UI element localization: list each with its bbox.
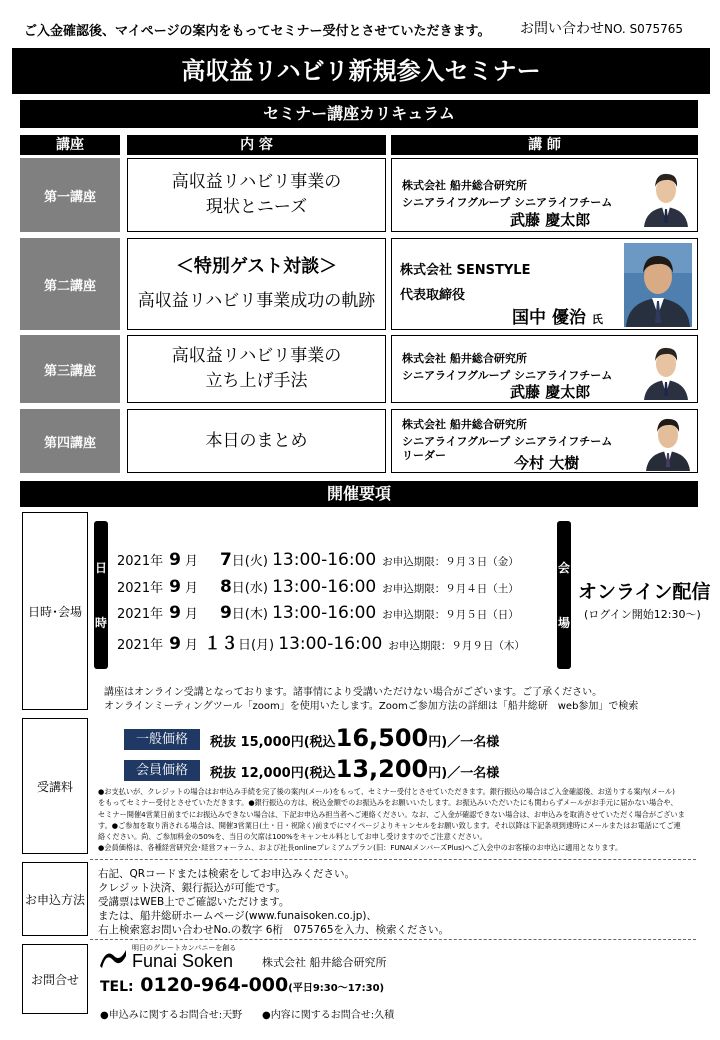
teacher-photo — [624, 243, 692, 327]
apply-line: 受講票はWEB上でご確認いただけます。 — [98, 896, 290, 908]
teacher-company: 株式会社 船井総合研究所 — [402, 352, 527, 365]
datetime-bar: 日 時 — [94, 521, 108, 669]
teacher-name: 今村 大樹 — [514, 454, 580, 472]
col-teacher-header: 講 師 — [391, 135, 698, 155]
outline-note-2: オンラインミーティングツール「zoom」を使用いたします。Zoomご参加方法の詳細は「船井総研 web参加」で検索 — [104, 701, 639, 712]
tel-number: TEL: 0120-964-000(平日9:30～17:30) — [100, 974, 385, 996]
lecture-1-teacher — [391, 158, 698, 232]
teacher-photo — [640, 340, 692, 400]
lecture-2-content: ＜特別ゲスト対談＞ 高収益リハビリ事業成功の軌跡 — [127, 238, 386, 330]
teacher-name: 国中 優治 氏 — [512, 308, 603, 328]
company-name: 株式会社 船井総合研究所 — [262, 956, 387, 969]
member-price-tag: 会員価格 — [124, 760, 200, 781]
date-row: 2021年 9 月 7日(火) 13:00-16:00 お申込期限：９月３日（金） — [117, 550, 519, 570]
teacher-company: 株式会社 SENSTYLE — [400, 263, 531, 278]
lecture-3-teacher — [391, 335, 698, 403]
outline-note-1: 講座はオンライン受講となっております。諸事情により受講いただけない場合がございます。ご了承ください。 — [104, 687, 603, 698]
logo-wave-icon — [98, 946, 128, 970]
date-row: 2021年 9 月 9日(木) 13:00-16:00 お申込期限：９月５日（日） — [117, 603, 519, 623]
apply-line: 右記、QRコードまたは検索をしてお申込みください。 — [98, 868, 356, 880]
datetime-label: 日時･会場 — [22, 512, 88, 710]
fee-fine-print: ●お支払いが、クレジットの場合はお申込み手続を完了後の案内(メール)をもって、セミナー受付とさせていただきます。銀行振込の場合はご入金確認後、お送りする案内(メール) をもってセミナー受付とさせていただきます。●銀行振込の方は、税込金額でのお振込みをお願いいたします。お振込みいただいたにも関わらずメールがお手元に届かない場合や、 セミナー開催4営業日前までにお振込みできない場合は、下記お申込み担当者へご連絡ください。なお、ご入金が確認できない場合は、お申込みを取消させていただく場合がございま す。●ご参加を取り消される場合は、開催3営業日(土・日・祝除く)前までにマイページよりキャンセルをお願い致します。それ以降は下記条项到達時にメールまたはお電話にてご連 絡ください。尚、ご参加料金の50%を、当日の欠席は100%をキャンセル料としてお申し受けますのでご注意ください。 ●会員価格は、各種経営研究会･経営フォーラム、および社長onlineプレミアムプラン(旧：FUNAIメンバーズPlus)へご入会中のお客様のお申込に適用となります。 — [98, 787, 685, 853]
inquiry-footnote-apply: ●申込みに関するお問合せ:天野 — [100, 1010, 243, 1021]
teacher-title: 代表取締役 — [400, 288, 466, 303]
apply-line: クレジット決済、銀行振込が可能です。 — [98, 882, 286, 894]
apply-label: お申込方法 — [22, 862, 88, 936]
lecture-3-content: 高収益リハビリ事業の 立ち上げ手法 — [127, 335, 386, 403]
venue-bar: 会 場 — [557, 521, 571, 669]
divider — [90, 939, 696, 940]
lecture-1-content: 高収益リハビリ事業の 現状とニーズ — [127, 158, 386, 232]
lecture-2-teacher — [391, 238, 698, 330]
col-lecture-header: 講座 — [20, 135, 120, 155]
divider — [90, 859, 696, 860]
date-row: 2021年 9 月 8日(水) 13:00-16:00 お申込期限：９月４日（土） — [117, 577, 519, 597]
lecture-4-content: 本日のまとめ — [127, 409, 386, 473]
inquiry-footnote-content: ●内容に関するお問合せ:久積 — [262, 1010, 395, 1021]
inquiry-label: お問合せ — [22, 944, 88, 1014]
general-price: 税抜 15,000円(税込16,500円)／一名様 — [210, 724, 500, 752]
fee-label: 受講料 — [22, 718, 88, 854]
teacher-photo — [640, 165, 692, 227]
contact-number: お問い合わせNO. S075765 — [520, 21, 683, 37]
col-content-header: 内 容 — [127, 135, 386, 155]
apply-line: または、船井総研ホームページ(www.funaisoken.co.jp)、 — [98, 910, 377, 922]
page-title: 高収益リハビリ新規参入セミナー — [12, 48, 710, 94]
lecture-2-name: 第二講座 — [20, 238, 120, 330]
curriculum-heading: セミナー講座カリキュラム — [20, 100, 698, 128]
general-price-tag: 一般価格 — [124, 729, 200, 750]
teacher-company: 株式会社 船井総合研究所 — [402, 418, 527, 431]
teacher-group: シニアライフグループ シニアライフチーム — [402, 435, 613, 448]
venue-online: オンライン配信 — [578, 581, 711, 603]
lecture-3-name: 第三講座 — [20, 335, 120, 403]
header-note: ご入金確認後、マイページの案内をもってセミナー受付とさせていただきます。 — [24, 24, 491, 39]
apply-line: 右上検索窓お問い合わせNo.の数字 6桁 075765を入力、検索ください。 — [98, 924, 450, 936]
lecture-4-teacher — [391, 409, 698, 473]
teacher-photo — [642, 413, 694, 471]
lecture-1-name: 第一講座 — [20, 158, 120, 232]
date-row: 2021年 9 月 １３日(月) 13:00-16:00 お申込期限：９月９日（木） — [117, 634, 525, 654]
teacher-name: 武藤 慶太郎 — [510, 383, 591, 401]
teacher-group: シニアライフグループ シニアライフチーム — [402, 369, 613, 382]
lecture-4-name: 第四講座 — [20, 409, 120, 473]
teacher-title: リーダー — [402, 449, 446, 462]
member-price: 税抜 12,000円(税込13,200円)／一名様 — [210, 755, 500, 783]
teacher-name: 武藤 慶太郎 — [510, 211, 591, 229]
outline-heading: 開催要項 — [20, 481, 698, 507]
login-start: (ログイン開始12:30～) — [584, 608, 701, 621]
teacher-group: シニアライフグループ シニアライフチーム — [402, 196, 613, 209]
teacher-company: 株式会社 船井総合研究所 — [402, 179, 527, 192]
